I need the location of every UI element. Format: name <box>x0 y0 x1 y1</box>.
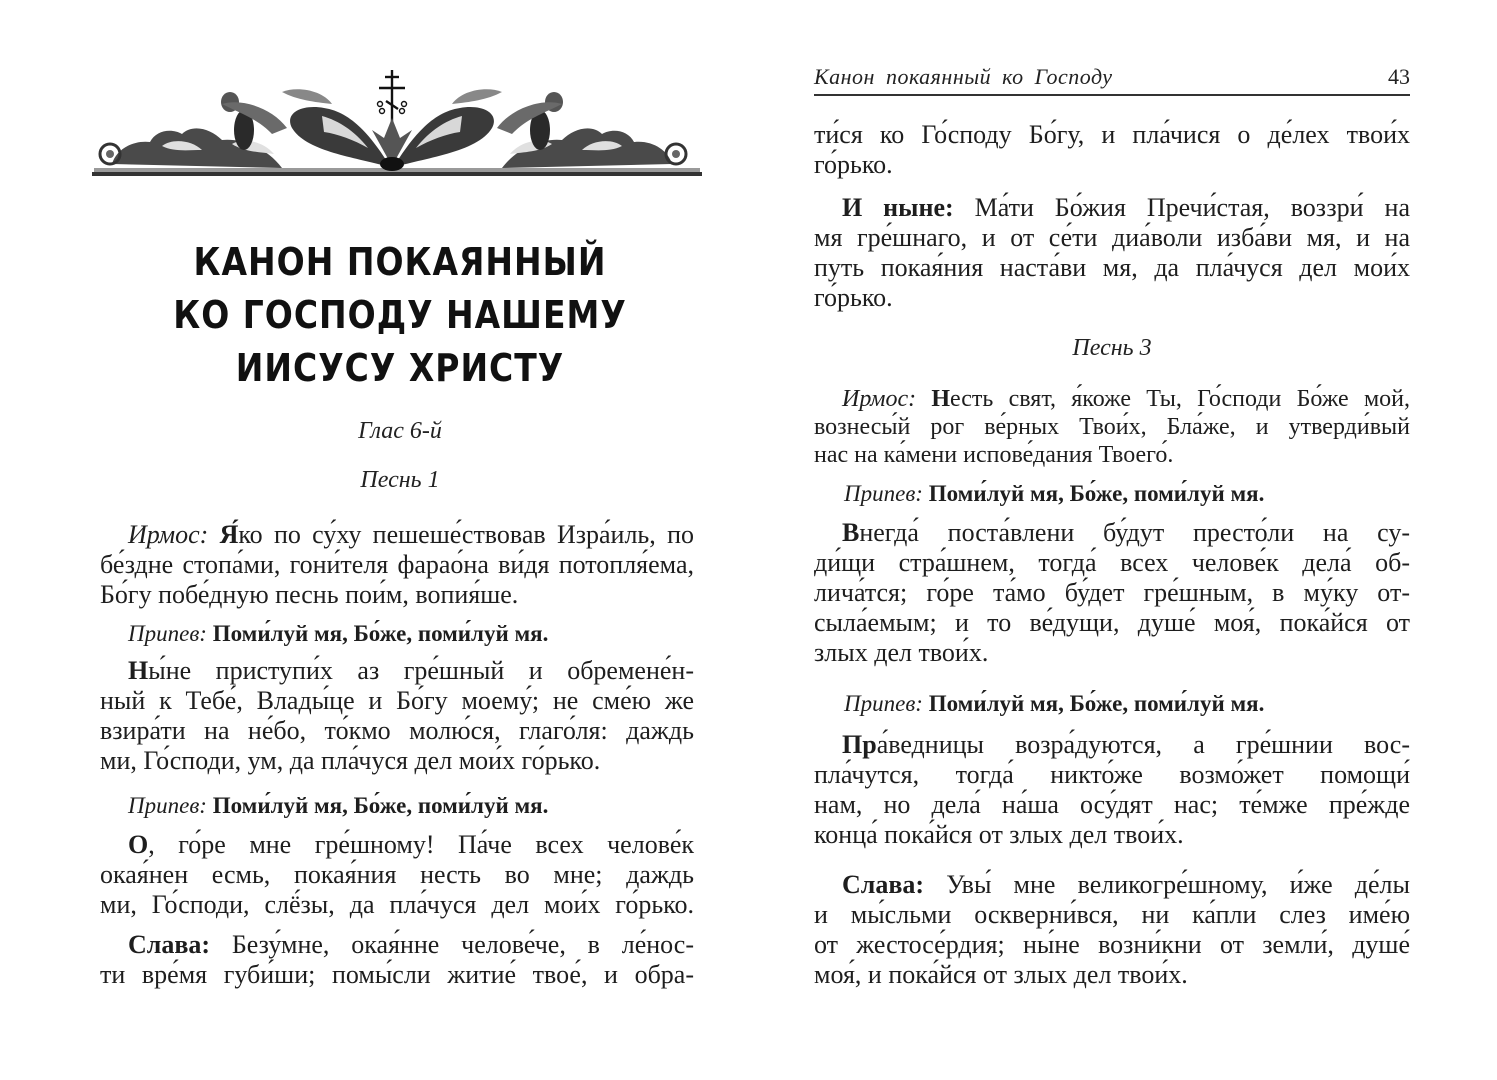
drop-initial: Пр <box>842 730 877 759</box>
refrain-label: Припев: <box>844 481 923 506</box>
drop-initial: Н <box>931 386 951 412</box>
text-line: ти вре́мя губи́ши; помы́сли житие́ твое́, и обра- <box>100 960 694 989</box>
text-line: мя гре́шнаго, и от се́ти диа́воли изба́ви мя, и на <box>814 223 1410 252</box>
irmos-block <box>814 385 1410 469</box>
text-line: Безу́мне, окая́нне челове́че, в ле́нос- <box>210 930 694 959</box>
text-line: ми, Го́споди, ум, да пла́чуся дел мои́х го́рько. <box>100 746 601 775</box>
page-number: 43 <box>1388 64 1410 89</box>
refrain-label: Припев: <box>128 793 207 818</box>
refrain <box>844 690 1264 718</box>
irmos-label: Ирмос: <box>128 520 209 549</box>
glory-block <box>814 870 1410 990</box>
text-line: окая́нен есмь, покая́ния несть во мне; даждь <box>100 860 694 889</box>
orthodox-cross-ornament-icon <box>92 68 702 180</box>
text-line: взира́ти на не́бо, то́кмо молю́ся, глаго́ля: даждь <box>100 716 694 745</box>
text-line: бе́здне стопа́ми, гони́теля фарао́на ви́дя потопля́ема, <box>100 550 694 579</box>
drop-initial: Я́ <box>219 520 239 549</box>
text-line: нас на ка́мени испове́дания Твоего́. <box>814 442 1174 468</box>
and-now-block <box>814 193 1410 313</box>
text-line: го́рько. <box>814 283 893 312</box>
text-line: от жестосе́рдия; ны́не возни́кни от земли́, душе́ <box>814 930 1410 959</box>
text-line: ы́не приступи́х аз гре́шный и обремене́н- <box>148 656 694 685</box>
text-line: и мы́сльми оскверни́вся, ни ка́пли слез име́ю <box>814 900 1410 929</box>
drop-initial: О <box>128 830 149 859</box>
ode-heading: Песнь 1 <box>360 467 440 493</box>
text-line: сыла́емым; и то ве́дущи, душе́ моя́, пока́йся от <box>814 608 1410 637</box>
text-line: нам, но дела́ на́ша осу́дят нас; те́мже пре́жде <box>814 790 1410 819</box>
troparion-block <box>814 730 1410 850</box>
and-now-label: И ныне: <box>842 193 954 222</box>
text-line: го́рько. <box>814 150 893 179</box>
text-line: конца́ пока́йся от злых дел твои́х. <box>814 820 1184 849</box>
irmos-label: Ирмос: <box>842 386 917 412</box>
running-header <box>814 62 1410 96</box>
text-line: моя́, и пока́йся от злых дел твои́х. <box>814 960 1188 989</box>
refrain-label: Припев: <box>844 691 923 716</box>
troparion-block <box>100 830 694 920</box>
text-line: путь покая́ния наста́ви мя, да пла́чуся дел мои́х <box>814 253 1410 282</box>
refrain <box>844 480 1264 508</box>
irmos-block <box>100 520 694 610</box>
title-line: КО ГОСПОДУ НАШЕМУ <box>173 292 627 338</box>
text-line: лича́тся; го́ре та́мо бу́дет гре́шным, в му́ку от- <box>814 578 1410 607</box>
glory-label: Слава: <box>128 930 211 959</box>
refrain <box>128 620 548 648</box>
refrain-label: Припев: <box>128 621 207 646</box>
right-page <box>748 0 1497 1080</box>
continuation-block <box>814 120 1410 180</box>
drop-initial: Н <box>128 656 149 685</box>
text-line: есть свят, я́коже Ты, Го́споди Бо́же мой, <box>950 386 1410 412</box>
text-line: ди́щи стра́шнем, тогда́ всех челове́к дела́ об- <box>814 548 1410 577</box>
text-line: Ма́ти Бо́жия Пречи́стая, воззри́ на <box>953 193 1410 222</box>
text-line: пла́чутся, тогда́ никто́же возмо́жет помощи́ <box>814 760 1410 789</box>
title-line: КАНОН ПОКАЯННЫЙ <box>193 239 607 285</box>
text-line: злых дел твои́х. <box>814 638 989 667</box>
text-line: Увы́ мне великогре́шному, и́же де́лы <box>924 870 1410 899</box>
troparion-block <box>814 518 1410 668</box>
drop-initial: В <box>842 518 860 547</box>
text-line: , го́ре мне гре́шному! Па́че всех челове́к <box>148 830 694 859</box>
tone-heading: Глас 6-й <box>358 418 442 444</box>
left-page <box>0 0 748 1080</box>
refrain-text: Поми́луй мя, Бо́же, поми́луй мя. <box>928 481 1265 506</box>
canon-title <box>100 236 700 395</box>
glory-label: Слава: <box>842 870 925 899</box>
text-line: ный к Тебе́, Влады́це и Бо́гу моему́; не сме́ю же <box>100 686 694 715</box>
text-line: ми, Го́споди, слё́зы, да пла́чуся дел мои́х го́рько. <box>100 890 694 919</box>
running-header-title: Канон покаянный ко Господу <box>814 64 1113 89</box>
text-line: а́ведницы возра́дуются, а гре́шнии вос- <box>876 730 1410 759</box>
text-line: ти́ся ко Го́споду Бо́гу, и пла́чися о де́лех твои́х <box>814 120 1410 149</box>
refrain-text: Поми́луй мя, Бо́же, поми́луй мя. <box>212 793 549 818</box>
refrain-text: Поми́луй мя, Бо́же, поми́луй мя. <box>928 691 1265 716</box>
refrain <box>128 792 548 820</box>
text-line: негда́ поста́влени бу́дут престо́ли на су- <box>859 518 1410 547</box>
text-line: Бо́гу побе́дную песнь пои́м, вопия́ше. <box>100 580 519 609</box>
glory-block <box>100 930 694 990</box>
refrain-text: Поми́луй мя, Бо́же, поми́луй мя. <box>212 621 549 646</box>
title-line: ИИСУСУ ХРИСТУ <box>235 345 565 391</box>
text-line: ко по су́ху пешеше́ствовав Изра́иль, по <box>238 520 694 549</box>
ode-heading: Песнь 3 <box>1072 335 1152 361</box>
text-line: вознесы́й рог ве́рных Твои́х, Бла́же, и утверди́вый <box>814 414 1410 440</box>
troparion-block <box>100 656 694 776</box>
